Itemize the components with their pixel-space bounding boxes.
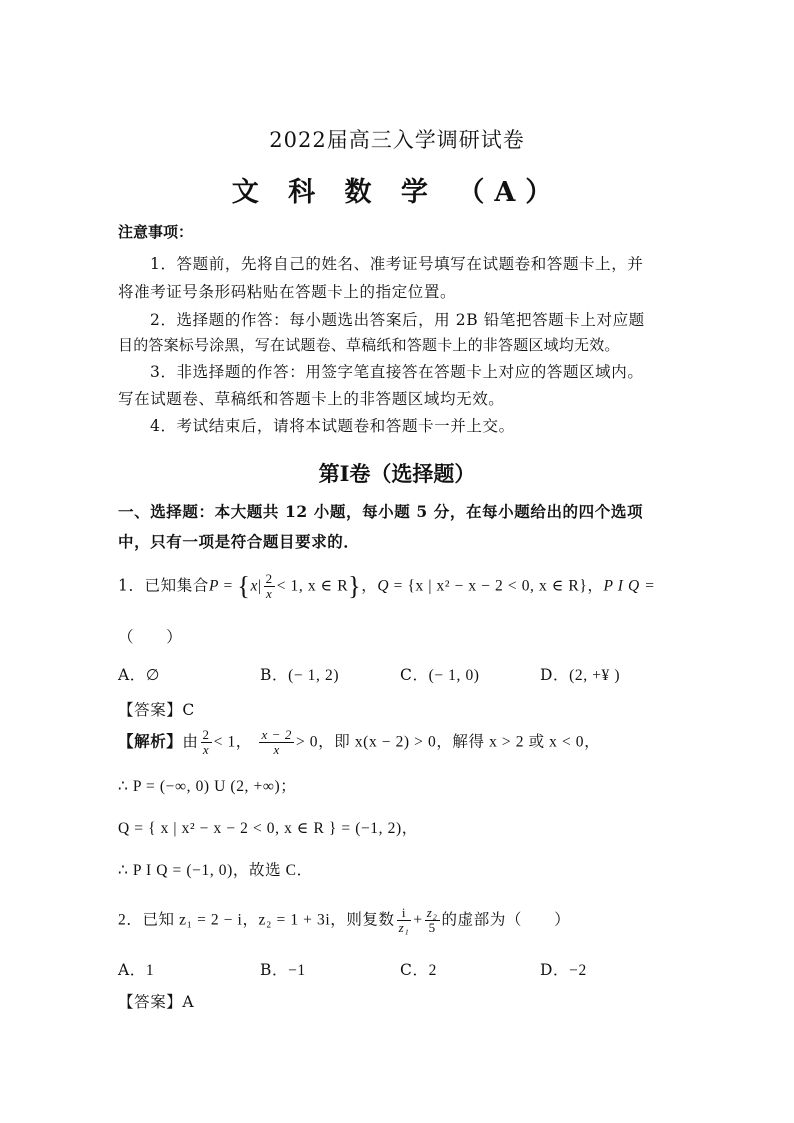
section-instruction-line-2: 中，只有一项是符合题目要求的． bbox=[118, 532, 360, 551]
q1-answer-paren: （ ） bbox=[118, 628, 183, 646]
q1-option-a: A．∅ bbox=[118, 666, 161, 684]
q2-option-b: B．−1 bbox=[260, 961, 306, 979]
notes-heading: 注意事项： bbox=[118, 223, 194, 241]
question-2-stem: 2．已知 z₁ = 2 − i，z₂ = 1 + 3i，则复数 $\frac{i}{\text{z₁}}$ + $\frac{\text{z₂}}{5}$ 的虚部为（ ） bbox=[118, 905, 571, 935]
q2-fraction-1: $\frac{i}{\text{z₁}}$ bbox=[398, 905, 410, 935]
q1-q-set: x | x² − x − 2 < 0, x ∈ R bbox=[415, 577, 580, 595]
section-title: 第Ⅰ卷（选择题） bbox=[318, 461, 476, 486]
q1-ask: P I Q = bbox=[603, 577, 656, 595]
q2-option-a: A．1 bbox=[118, 961, 155, 979]
note-item-4: 4．考试结束后，请将本试题卷和答题卡一并上交。 bbox=[150, 417, 515, 435]
q1-analysis-fraction-1: $\frac{2}{x}$ bbox=[202, 727, 210, 757]
q1-p-var: x bbox=[250, 577, 258, 595]
q1-analysis-fraction-2: $\frac{x - 2}{x}$ bbox=[261, 727, 292, 757]
q1-right-brace: } bbox=[348, 571, 362, 601]
q1-analysis-line-4: ∴ P I Q = (−1, 0)，故选 C． bbox=[118, 862, 313, 879]
question-1-stem: 1．已知集合P = {x| $\frac{2}{x}$ < 1, x ∈ R}，Q = {x | x² − x − 2 < 0, x ∈ R}，P I Q = bbox=[118, 571, 656, 601]
q1-p-label: P bbox=[208, 577, 220, 595]
q1-option-d: D．(2, +¥ ) bbox=[540, 666, 621, 684]
q2-option-c: C．2 bbox=[400, 961, 437, 979]
q1-q-label: Q bbox=[377, 577, 390, 595]
section-instruction-line-1: 一、选择题：本大题共 12 小题，每小题 5 分，在每小题给出的四个选项 bbox=[118, 502, 644, 521]
q2-option-d: D．−2 bbox=[540, 961, 587, 979]
note-item-2-line-2: 目的答案标号涂黑，写在试题卷、草稿纸和答题卡上的非答题区域均无效。 bbox=[118, 336, 620, 354]
q1-analysis-line-2: ∴ P = (−∞, 0) U (2, +∞)； bbox=[118, 778, 297, 795]
q1-analysis-line-1: 【解析】由 $\frac{2}{x}$ < 1， $\frac{x - 2}{x}$ > 0，即 x(x − 2) > 0，解得 x > 2 或 x < 0， bbox=[118, 727, 601, 757]
q1-p-condition: < 1, x ∈ R bbox=[276, 577, 349, 595]
q1-left-brace: { bbox=[237, 571, 251, 601]
note-item-1-line-1: 1．答题前，先将自己的姓名、准考证号填写在试题卷和答题卡上，并 bbox=[150, 255, 644, 273]
q1-option-b: B．(− 1, 2) bbox=[260, 666, 340, 684]
note-item-2-line-1: 2．选择题的作答：每小题选出答案后，用 2B 铅笔把答题卡上对应题 bbox=[150, 311, 645, 329]
q1-answer: 【答案】C bbox=[118, 701, 195, 719]
q1-prefix: 1．已知集合 bbox=[118, 576, 209, 595]
note-item-1-line-2: 将准考证号条形码粘贴在答题卡上的指定位置。 bbox=[118, 283, 457, 301]
q1-analysis-line-3: Q = { x | x² − x − 2 < 0, x ∈ R } = (−1, 2)， bbox=[118, 820, 418, 837]
q1-option-c: C．(− 1, 0) bbox=[400, 666, 480, 684]
q1-p-fraction: $\frac{2}{x}$ bbox=[265, 571, 273, 601]
exam-subject: 文 科 数 学 （A） bbox=[231, 177, 563, 208]
note-item-3-line-2: 写在试题卷、草稿纸和答题卡上的非答题区域均无效。 bbox=[118, 390, 505, 408]
note-item-3-line-1: 3．非选择题的作答：用签字笔直接答在答题卡上对应的答题区域内。 bbox=[150, 363, 644, 381]
q2-answer: 【答案】A bbox=[118, 993, 195, 1011]
exam-title: 2022届高三入学调研试卷 bbox=[269, 128, 525, 152]
q2-fraction-2: $\frac{\text{z₂}}{5}$ bbox=[426, 905, 438, 935]
